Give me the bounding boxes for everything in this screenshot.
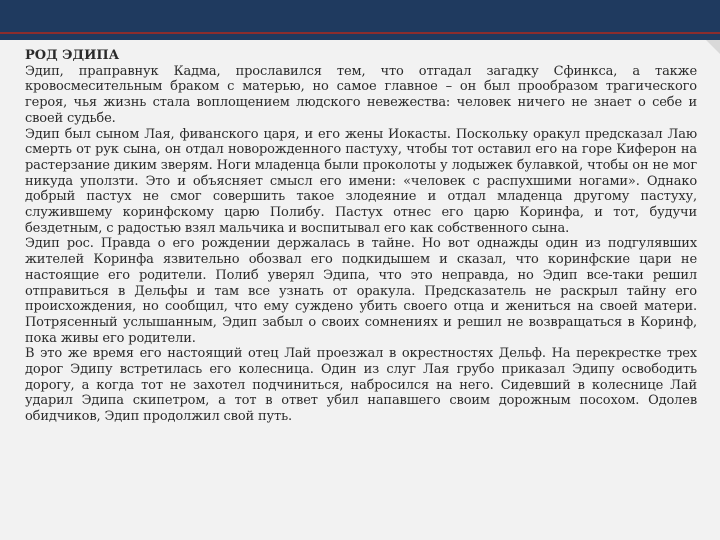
paragraph-youth: Эдип рос. Правда о его рождении держалась в тайне. Но вот однажды один из подгулявших жителей Коринфа язвительно обозвал его подкидышем и сказал, что коринфские цари не настоящие его родители. Полиб уверял Эдипа, что это неправда, но Эдип все-таки решил отправиться в Дельфы и там все узнать от оракула. Предсказатель не раскрыл тайну его происхождения, но сообщил, что ему суждено убить своего отца и жениться на своей матери. Потрясенный услышанным, Эдип забыл о своих сомнениях и решил не возвращаться в Коринф, пока живы его родители. (25, 236, 697, 346)
slide-content (25, 48, 697, 425)
slide-title: РОД ЭДИПА (25, 48, 120, 63)
paragraph-birth: Эдип был сыном Лая, фиванского царя, и его жены Иокасты. Поскольку оракул предсказал Лаю смерть от рук сына, он отдал новорожденного пастуху, чтобы тот оставил его на горе Киферон на растерзание диким зверям. Ноги младенца были проколоты у лодыжек булавкой, чтобы он не мог никуда уползти. Это и объясняет смысл его имени: «человек с распухшими ногами». Однако добрый пастух не смог совершить такое злодеяние и отдал младенца другому пастуху, служившему коринфскому царю Полибу. Пастух отнес его царю Коринфа, и тот, будучи бездетным, с радостью взял мальчика и воспитывал его как собственного сына. (25, 126, 697, 236)
paragraph-crossroads: В это же время его настоящий отец Лай проезжал в окрестностях Дельф. На перекрестке трех дорог Эдипу встретилась его колесница. Один из слуг Лая грубо приказал Эдипу освободить дорогу, а когда тот не захотел подчиниться, набросился на него. Сидевший в колеснице Лай ударил Эдипа скипетром, а тот в ответ убил напавшего своим дорожным посохом. Одолев обидчиков, Эдип продолжил свой путь. (25, 346, 697, 425)
corner-decoration (706, 40, 720, 54)
paragraph-intro: Эдип, праправнук Кадма, прославился тем, что отгадал загадку Сфинкса, а также кровосмесительным браком с матерью, но самое главное – он был прообразом трагического героя, чья жизнь стала воплощением людского невежества: человек ничего не знает о себе и своей судьбе. (25, 63, 697, 126)
header-accent-line (0, 32, 720, 34)
slide-header-bar (0, 0, 720, 40)
